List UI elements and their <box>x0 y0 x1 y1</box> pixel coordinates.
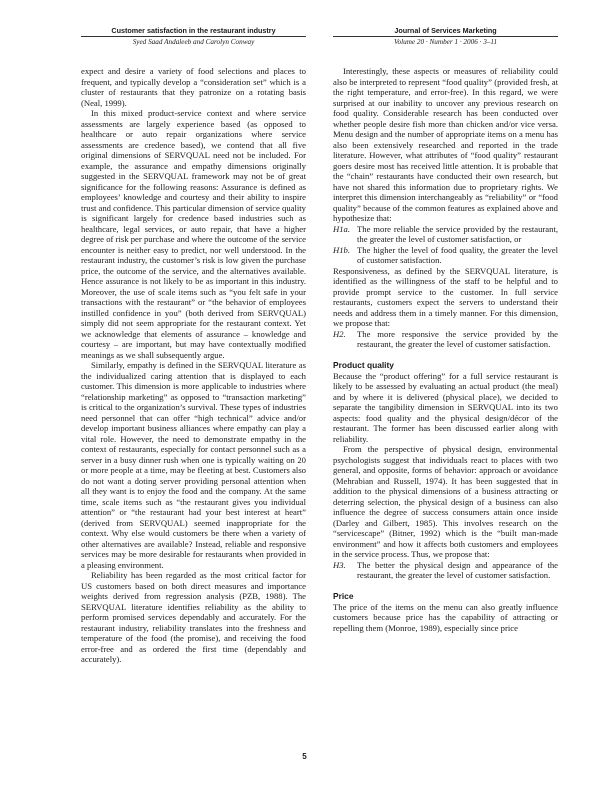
paragraph: The price of the items on the menu can also greatly influence customers because price has the capability of attracting or repelling them (Monroe, 1989), especially since price <box>333 601 558 633</box>
hypothesis-label: H3. <box>333 559 346 570</box>
paragraph: Responsiveness, as defined by the SERVQUAL literature, is identified as the willingness of the staff to be helpful and to provide prompt service to the customer. In full service restaurants, customers expect the servers to understand their needs and address them in a timely manner. For this dimension, we propose that: <box>333 265 558 328</box>
hypothesis-label: H1a. <box>333 223 351 234</box>
section-heading-product-quality: Product quality <box>333 360 394 370</box>
hypothesis-text: The better the physical design and appearance of the restaurant, the greater the level of customer satisfaction. <box>357 559 558 580</box>
hypothesis-text: The more responsive the service provided by the restaurant, the greater the level of customer satisfaction. <box>357 328 558 349</box>
right-column <box>333 66 558 633</box>
left-column <box>81 66 306 665</box>
paragraph: Interestingly, these aspects or measures of reliability could also be interpreted to represent “food quality” (provided fresh, at the right temperature, and error-free). In this regard, we were surprised at our inability to uncover any previous research on food quality. Considerable research has been conducted over whether people desire fish more than chicken and/or vice versa. Menu design and the number of appropriate items on a menu has also been extensively researched and reported in the trade literature. However, what attributes of “food quality” restaurant goers desire most has received little attention. It is probable that the “chain” restaurants have conducted their own research, but have not shared this information due to proprietary rights. We interpret this dimension interchangeably as “reliability” or “food quality” because of the common features as explained above and hypothesize that: <box>333 66 558 223</box>
paragraph: From the perspective of physical design, environmental psychologists suggest that individuals react to places with two general, and opposite, forms of behavior: approach or avoidance (Mehrabian and Russell, 1974). It has been suggested that in addition to the physical dimensions of a business attracting or deterring selection, the physical design of a business can also influence the degree of success consumers attain once inside (Darley and Gilbert, 1985). This involves research on the “servicescape” (Bitner, 1992) which is the “built man-made environment” and how it affects both customers and employees in the service process. Thus, we propose that: <box>333 444 558 559</box>
page-number: 5 <box>302 752 307 761</box>
author-names: Syed Saad Andaleeb and Carolyn Conway <box>132 38 255 46</box>
running-header <box>81 26 558 50</box>
article-title: Customer satisfaction in the restaurant industry <box>81 26 306 37</box>
paragraph: Because the “product offering” for a full service restaurant is likely to be assessed by evaluating an actual product (the meal) and by where it is delivered (physical place), we decided to separate the tangibility dimension in SERVQUAL into its two aspects: food quality and the physical design/décor of the restaurant. The former has been discussed earlier along with reliability. <box>333 370 558 444</box>
hypothesis-h1a <box>333 224 558 245</box>
paragraph: Reliability has been regarded as the most critical factor for US customers based on both direct measures and importance weights derived from regression analysis (PZB, 1988). The SERVQUAL literature identifies reliability as the ability to perform promised services dependably and accurately. For the restaurant industry, reliability translates into the freshness and temperature of the food (the promise), and receiving the food error-free and as ordered the first time (dependably and accurately). <box>81 570 306 664</box>
hypothesis-text: The higher the level of food quality, the greater the level of customer satisfaction. <box>357 244 558 265</box>
hypothesis-label: H1b. <box>333 244 351 255</box>
hypothesis-h2 <box>333 329 558 350</box>
hypothesis-label: H2. <box>333 328 346 339</box>
journal-volume: Volume 20 · Number 1 · 2006 · 3–11 <box>393 38 498 46</box>
header-right <box>333 26 558 47</box>
hypothesis-h1b <box>333 245 558 266</box>
paragraph: expect and desire a variety of food selections and places to frequent, and typically develop a “consideration set” which is a cluster of restaurants that they patronize on a rotating basis (Neal, 1999). <box>81 66 306 108</box>
header-left <box>81 26 306 47</box>
paragraph: In this mixed product-service context and where service assessments are largely experience based (as opposed to healthcare or auto repair organizations where service assessments are credence based), we contend that all five original dimensions of SERVQUAL need not be included. For example, the assurance and empathy dimensions originally suggested in the SERVQUAL framework may not be of great significance for the following reasons: Assurance is defined as employees’ knowledge and courtesy and their ability to inspire trust and confidence. This particular dimension of service quality is significant largely for credence based industries such as healthcare, legal services, or auto repair, that have a higher degree of risk per purchase and where the outcome of the service encounter is neither easy to predict, nor well understood. In the restaurant industry, the customer’s risk is low given the purchase price, the outcome of the service, and the alternatives available. Hence assurance is not likely to be as important in this industry. Moreover, the use of scale items such as “you felt safe in your transactions with the restaurant” or “the behavior of employees instilled confidence in you” (both derived from SERVQUAL) simply did not seem appropriate for the restaurant context. Yet we acknowledge that elements of assurance – knowledge and courtesy – are important, but may have contextually modified meanings as we shall subsequently argue. <box>81 108 306 360</box>
hypothesis-text: The more reliable the service provided by the restaurant, the greater the level of customer satisfaction, or <box>357 223 558 244</box>
hypothesis-h3 <box>333 560 558 581</box>
section-heading-price: Price <box>333 591 354 601</box>
paragraph: Similarly, empathy is defined in the SERVQUAL literature as the individualized caring attention that is displayed to each customer. This dimension is more applicable to industries where “relationship marketing” as opposed to “transaction marketing” is critical to the organization’s survival. These types of industries need personnel that can offer “high technical” advice and/or develop important business alliances where empathy can play a vital role. However, the need to demonstrate empathy in the context of restaurants, especially for contact personnel such as a server in a busy dinner rush when one is typically waiting on 20 or more people at a time, may be fleeting at best. Customers also do not want a doting server providing personal attention when all they want is to enjoy the food and the company. At the same time, scale items such as “the restaurant gives you individual attention” or “the restaurant had your best interest at heart” (derived from SERVQUAL) seemed inappropriate for the context. Why else would customers be there when a variety of other alternatives are available? Instead, reliable and responsive services may be more desirable for restaurants when provided in a pleasing environment. <box>81 360 306 570</box>
journal-title: Journal of Services Marketing <box>333 26 558 37</box>
